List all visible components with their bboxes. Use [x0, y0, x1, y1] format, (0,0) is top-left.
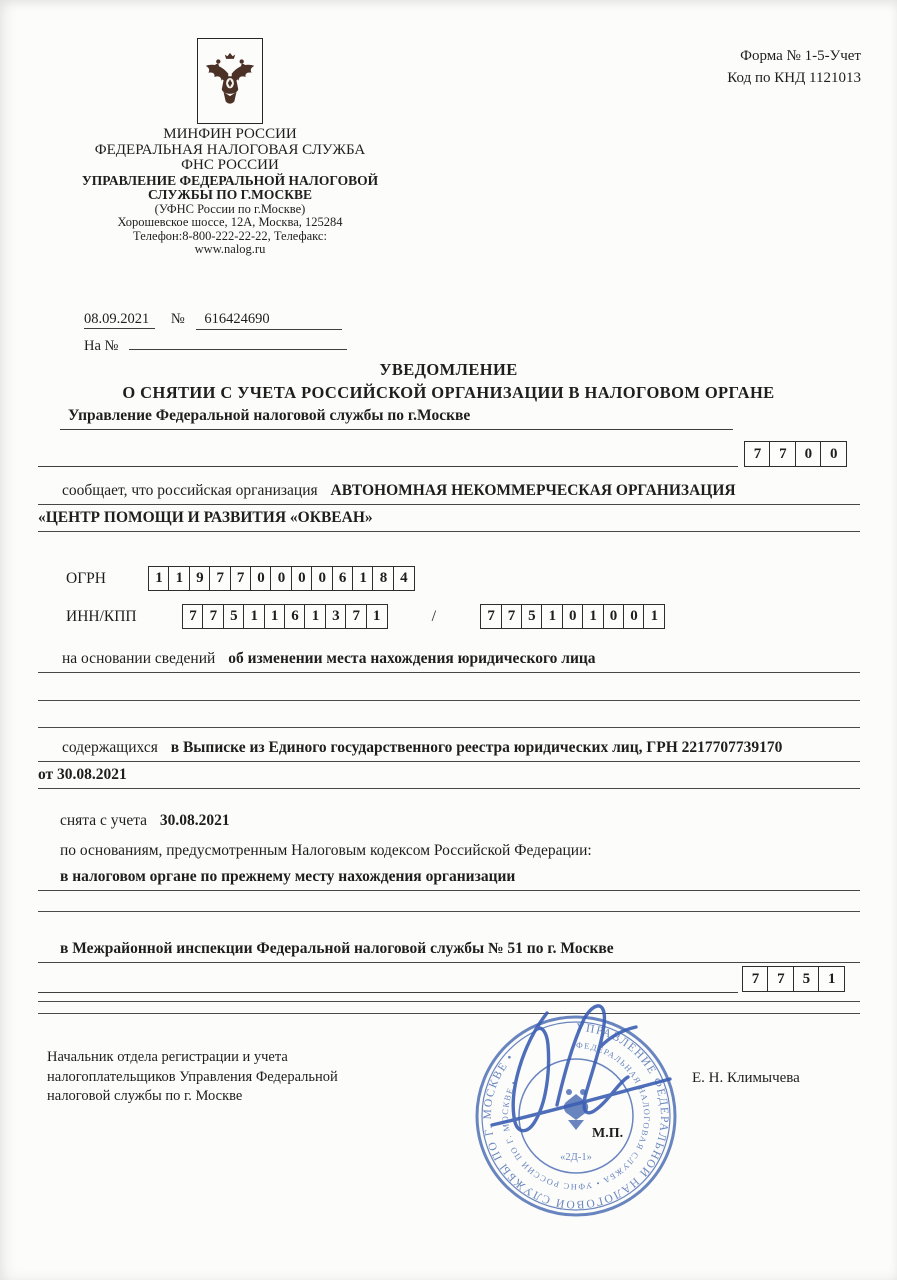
digit-cell: 5 [521, 604, 543, 629]
removal-date: 30.08.2021 [159, 812, 230, 829]
digit-cell: 7 [742, 966, 769, 992]
removal-line [60, 812, 230, 830]
contained-field-line1 [38, 735, 860, 762]
digit-cell: 7 [230, 566, 252, 591]
letterhead-website: www.nalog.ru [194, 242, 266, 256]
org-name-part1: АВТОНОМНАЯ НЕКОММЕРЧЕСКАЯ ОРГАНИЗАЦИЯ [330, 482, 736, 499]
digit-cell: 5 [793, 966, 820, 992]
letterhead-line: ФЕДЕРАЛЬНАЯ НАЛОГОВАЯ СЛУЖБА [94, 141, 366, 158]
basis-value: об изменении места нахождения юридического лица [228, 650, 596, 667]
letterhead [5, 127, 455, 257]
blank-underline [38, 978, 860, 1002]
grounds-intro: по основаниям, предусмотренным Налоговым кодексом Российской Федерации: [60, 842, 592, 859]
form-number: Форма № 1-5-Учет [740, 48, 861, 64]
signer-name: Е. Н. Климычева [692, 1070, 800, 1086]
date-number-line [84, 311, 347, 330]
inn-kpp-row [66, 604, 665, 629]
reply-label: На № [84, 338, 119, 354]
letterhead-line: УПРАВЛЕНИЕ ФЕДЕРАЛЬНОЙ НАЛОГОВОЙ [81, 172, 379, 188]
title-line-1: УВЕДОМЛЕНИЕ [379, 360, 518, 379]
grounds-value: в налоговом органе по прежнему месту нахождения организации [60, 868, 516, 885]
doc-date: 08.09.2021 [84, 311, 155, 329]
stamp-ring-text-outer: УПРАВЛЕНИЕ ФЕДЕРАЛЬНОЙ НАЛОГОВОЙ СЛУЖБЫ ПО Г. МОСКВЕ • [481, 1021, 671, 1211]
digit-cell: 1 [264, 604, 286, 629]
informs-prefix: сообщает, что российская организация [62, 482, 318, 499]
digit-cell: 4 [393, 566, 415, 591]
contained-prefix: содержащихся [62, 739, 158, 756]
digit-cell: 7 [769, 441, 796, 467]
digit-cell: 6 [284, 604, 306, 629]
russia-coat-of-arms-icon [204, 47, 256, 115]
letterhead-line: СЛУЖБЫ ПО Г.МОСКВЕ [147, 187, 313, 202]
reply-number-blank [129, 335, 347, 350]
digit-cell: 1 [243, 604, 265, 629]
reply-to-line [84, 335, 347, 355]
authority-code-boxes [744, 441, 847, 467]
number-label: № [170, 311, 185, 327]
digit-cell: 0 [311, 566, 333, 591]
digit-cell: 1 [366, 604, 388, 629]
digit-cell: 7 [501, 604, 523, 629]
blank-underline [38, 1002, 860, 1014]
contained-value-part1: в Выписке из Единого государственного реестра юридических лиц, ГРН 2217707739170 [170, 739, 783, 756]
digit-cell: 7 [202, 604, 224, 629]
kpp-boxes [480, 604, 665, 629]
signer-position-line: налогоплательщиков Управления Федеральной [47, 1068, 338, 1085]
digit-cell: 7 [209, 566, 231, 591]
mp-label: М.П. [592, 1126, 624, 1141]
document-title [0, 358, 897, 404]
digit-cell: 0 [795, 441, 822, 467]
org-name-part2: «ЦЕНТР ПОМОЩИ И РАЗВИТИЯ «ОКВЕАН» [38, 509, 373, 526]
digit-cell: 5 [223, 604, 245, 629]
stamp-center-text: «2Д-1» [560, 1152, 592, 1163]
ogrn-label: ОГРН [66, 569, 106, 587]
contained-field-line2 [38, 762, 860, 789]
stamp-ring-text-inner: ФЕДЕРАЛЬНАЯ НАЛОГОВАЯ СЛУЖБА • УФНС РОССИИ ПО Г. МОСКВЕ • [499, 1039, 653, 1193]
basis-field [38, 646, 860, 673]
basis-prefix: на основании сведений [62, 650, 216, 667]
ogrn-boxes [148, 566, 415, 591]
letterhead-phone: Телефон:8-800-222-22-22, Телефакс: [133, 228, 327, 243]
digit-cell: 1 [541, 604, 563, 629]
digit-cell: 0 [623, 604, 645, 629]
digit-cell: 3 [325, 604, 347, 629]
signer-position [47, 1048, 437, 1107]
organization-field-line1 [38, 478, 860, 505]
digit-cell: 1 [148, 566, 170, 591]
digit-cell: 1 [643, 604, 665, 629]
form-reference [727, 46, 861, 90]
signature [452, 985, 702, 1170]
digit-cell: 8 [372, 566, 394, 591]
digit-cell: 6 [332, 566, 354, 591]
digit-cell: 7 [182, 604, 204, 629]
signer-position-line: Начальник отдела регистрации и учета [47, 1049, 288, 1065]
letterhead-line: ФНС РОССИИ [181, 157, 279, 173]
blank-underline [38, 674, 860, 701]
grounds-value-field [38, 864, 860, 891]
letterhead-line: (УФНС России по г.Москве) [154, 201, 306, 216]
doc-number: 616424690 [196, 311, 342, 330]
letterhead-line: МИНФИН РОССИИ [163, 126, 297, 142]
digit-cell: 7 [345, 604, 367, 629]
contained-value-part2: от 30.08.2021 [38, 766, 127, 783]
digit-cell: 0 [562, 604, 584, 629]
emblem-box [197, 38, 263, 124]
ref-block [84, 311, 347, 355]
new-inspection-field [38, 936, 860, 963]
authority-name-field: Управление Федеральной налоговой службы по г.Москве [60, 404, 733, 430]
inn-boxes [182, 604, 388, 629]
digit-cell: 7 [480, 604, 502, 629]
digit-cell: 9 [189, 566, 211, 591]
knd-code: Код по КНД 1121013 [727, 69, 861, 86]
ogrn-row [66, 566, 415, 591]
title-line-2: О СНЯТИИ С УЧЕТА РОССИЙСКОЙ ОРГАНИЗАЦИИ В НАЛОГОВОМ ОРГАНЕ [122, 383, 775, 402]
digit-cell: 1 [818, 966, 845, 992]
digit-cell: 0 [250, 566, 272, 591]
digit-cell: 1 [582, 604, 604, 629]
digit-cell: 0 [820, 441, 847, 467]
organization-field-line2 [38, 505, 860, 532]
digit-cell: 0 [291, 566, 313, 591]
digit-cell: 0 [270, 566, 292, 591]
inn-kpp-separator: / [431, 607, 437, 625]
digit-cell: 1 [168, 566, 190, 591]
new-inspection-name: в Межрайонной инспекции Федеральной налоговой службы № 51 по г. Москве [60, 940, 614, 957]
signer-position-line: налоговой службы по г. Москве [47, 1088, 243, 1104]
digit-cell: 7 [767, 966, 794, 992]
removal-prefix: снята с учета [60, 812, 148, 829]
digit-cell: 1 [352, 566, 374, 591]
letterhead-address: Хорошевское шоссе, 12А, Москва, 125284 [117, 215, 343, 229]
digit-cell: 1 [304, 604, 326, 629]
blank-underline [38, 888, 860, 912]
inn-kpp-label: ИНН/КПП [66, 607, 137, 625]
blank-underline [38, 701, 860, 728]
digit-cell: 0 [603, 604, 625, 629]
digit-cell: 7 [744, 441, 771, 467]
authority-code-underline [38, 438, 738, 467]
